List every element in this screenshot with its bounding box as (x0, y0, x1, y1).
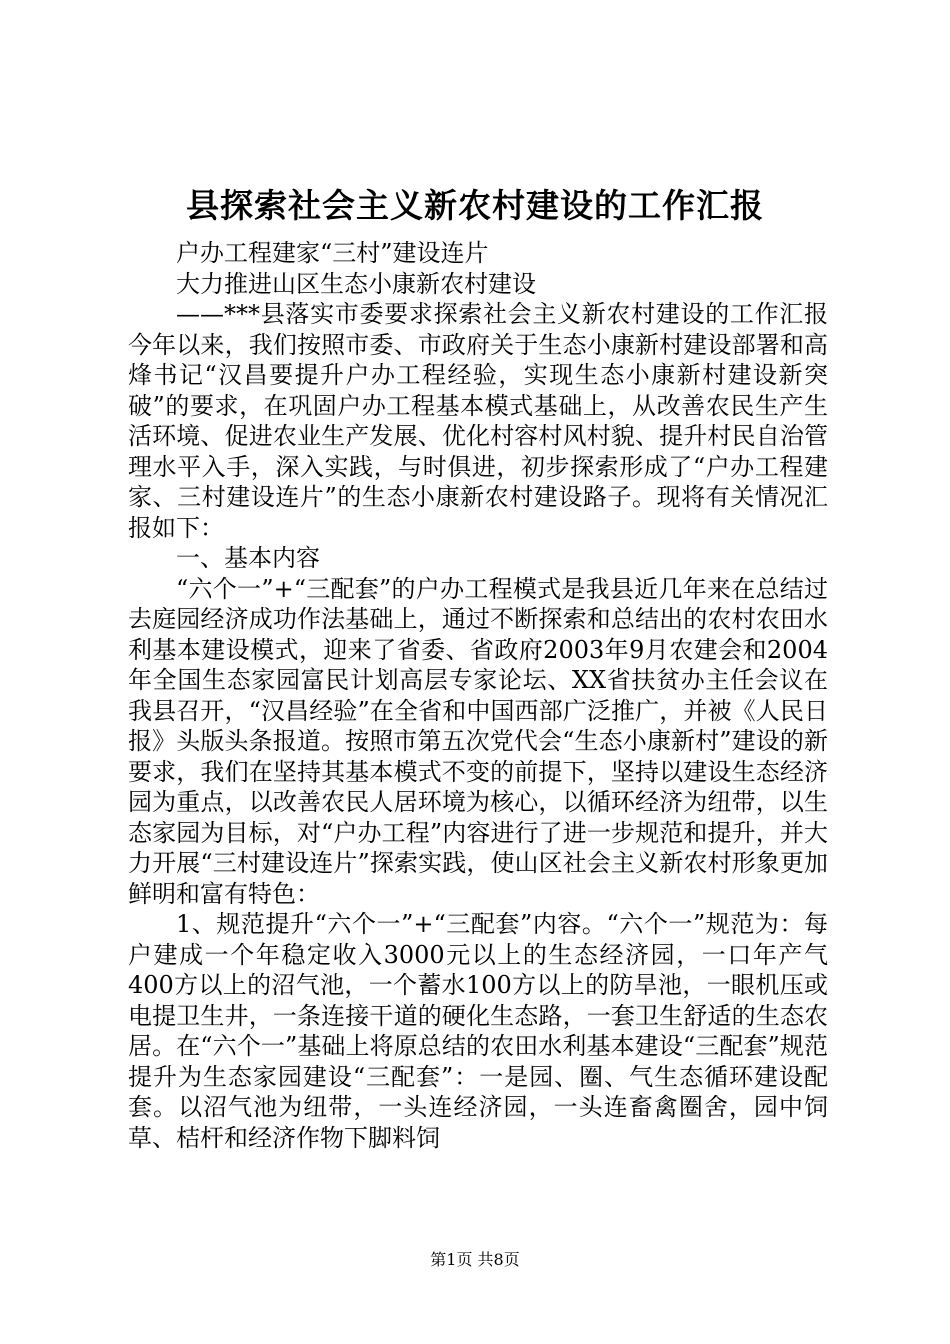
document-title: 县探索社会主义新农村建设的工作汇报 (186, 186, 764, 225)
intro-paragraph: ——***县落实市委要求探索社会主义新农村建设的工作汇报今年以来，我们按照市委、市政府关于生态小康新村建设部署和高烽书记“汉昌要提升户办工程经验，实现生态小康新村建设新突破”的要求，在巩固户办工程基本模式基础上，从改善农民生产生活环境、促进农业生产发展、优化村容村风村貌、提升村民自治管理水平入手，深入实践，与时俱进，初步探索形成了“户办工程建家、三村建设连片”的生态小康新农村建设路子。现将有关情况汇报如下： (128, 300, 828, 542)
body-paragraph-2: 1、规范提升“六个一”+“三配套”内容。“六个一”规范为：每户建成一个年稳定收入3000元以上的生态经济园，一口年产气400方以上的沼气池，一个蓄水100方以上的防旱池，一眼机压或电提卫生井，一条连接干道的硬化生态路，一套卫生舒适的生态农居。在“六个一”基础上将原总结的农田水利基本建设“三配套”规范提升为生态家园建设“三配套”：一是园、圈、气生态循环建设配套。以沼气池为纽带，一头连经济园，一头连畜禽圈舍，园中饲草、桔杆和经济作物下脚料饲 (128, 910, 828, 1152)
subtitle-line-1: 户办工程建家“三村”建设连片 (176, 239, 489, 267)
section-heading-1: 一、基本内容 (176, 544, 320, 572)
subtitle-line-2: 大力推进山区生态小康新农村建设 (176, 269, 536, 298)
body-paragraph-1: “六个一”+“三配套”的户办工程模式是我县近几年来在总结过去庭园经济成功作法基础上，通过不断探索和总结出的农村农田水利基本建设模式，迎来了省委、省政府2003年9月农建会和2004年全国生态家园富民计划高层专家论坛、XX省扶贫办主任会议在我县召开，“汉昌经验”在全省和中国西部广泛推广，并被《人民日报》头版头条报道。按照市第五次党代会“生态小康新村”建设的新要求，我们在坚持其基本模式不变的前提下，坚持以建设生态经济园为重点，以改善农民人居环境为核心，以循环经济为纽带，以生态家园为目标，对“户办工程”内容进行了进一步规范和提升，并大力开展“三村建设连片”探索实践，使山区社会主义新农村形象更加鲜明和富有特色： (128, 574, 828, 908)
page-footer: 第1页 共8页 (430, 1250, 520, 1269)
document-body (128, 238, 828, 1153)
